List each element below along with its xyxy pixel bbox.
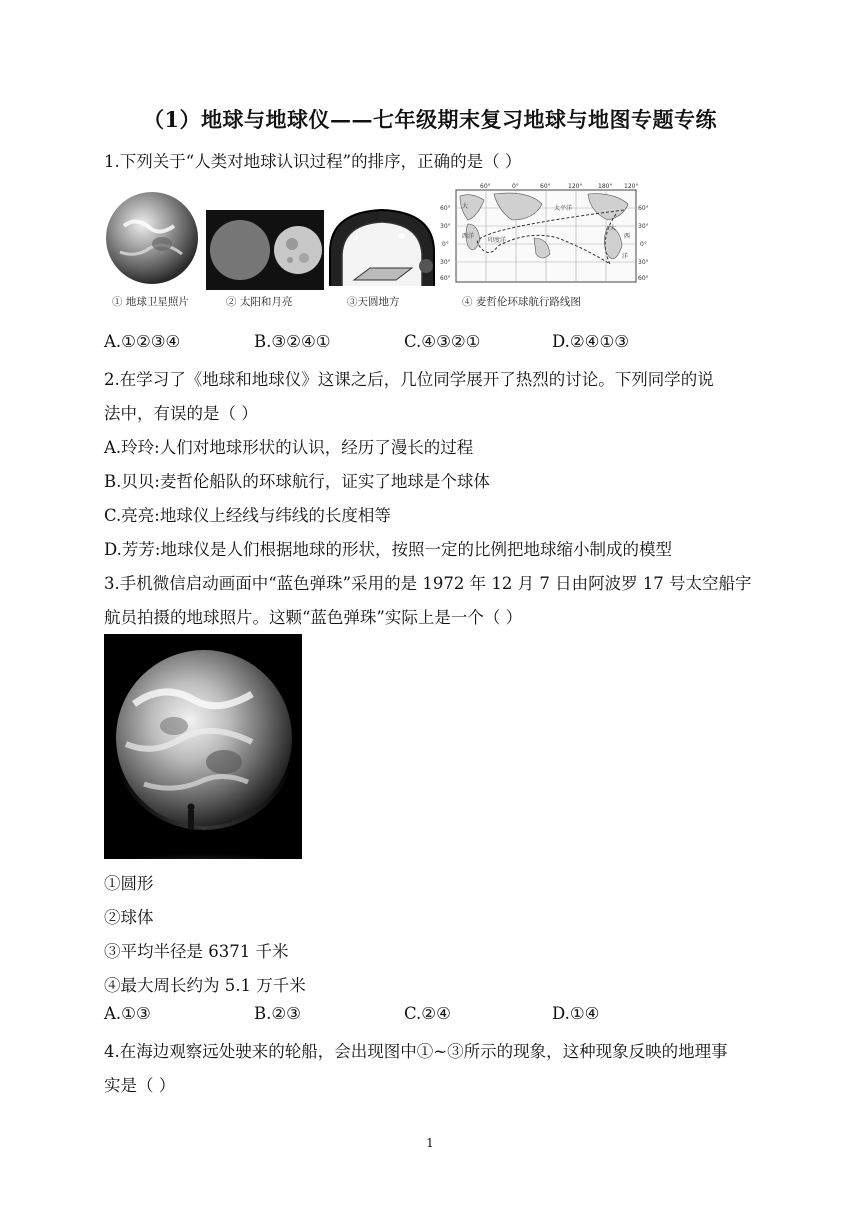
map-lat-label: 60° <box>440 205 451 212</box>
map-lon-label: 0° <box>512 183 519 190</box>
q4-stem-line1: 4.在海边观察远处驶来的轮船，会出现图中①~③所示的现象，这种现象反映的地理事 <box>104 1042 728 1061</box>
q3-option-b: B.②③ <box>254 1004 301 1023</box>
q3-option-d: D.①④ <box>552 1004 600 1023</box>
map-lon-label: 60° <box>540 183 551 190</box>
figure-caption-4: ④ 麦哲伦环球航行路线图 <box>462 296 581 308</box>
q3-item-4: ④最大周长约为 5.1 万千米 <box>104 976 306 995</box>
q2-option-c: C.亮亮:地球仪上经线与纬线的长度相等 <box>104 506 391 525</box>
map-ocean-label: 太平洋 <box>554 205 573 212</box>
map-ocean-label: 大 <box>610 225 617 232</box>
q3-option-c: C.②④ <box>404 1004 451 1023</box>
blue-marble-photo <box>104 634 302 859</box>
q2-option-b: B.贝贝:麦哲伦船队的环球航行，证实了地球是个球体 <box>104 472 490 491</box>
magellan-route-map <box>438 180 652 294</box>
map-lat-label: 60° <box>638 205 649 212</box>
map-ocean-label: 西洋 <box>462 233 475 240</box>
earth-satellite-image <box>104 186 200 290</box>
q3-item-3: ③平均半径是 6371 千米 <box>104 942 289 961</box>
map-lat-label: 30° <box>440 223 451 230</box>
map-lat-label: 60° <box>440 275 451 282</box>
map-ocean-label: 洋 <box>622 253 629 260</box>
map-lat-label: 30° <box>638 223 649 230</box>
q2-stem-line2: 法中，有误的是（ ） <box>104 404 258 423</box>
map-ocean-label: 印度洋 <box>488 237 507 244</box>
q1-figure-strip <box>104 180 652 320</box>
sun-moon-image <box>206 210 324 290</box>
map-lat-label: 30° <box>440 259 451 266</box>
map-ocean-label: 大 <box>462 203 469 210</box>
map-lon-label: 120° <box>568 183 583 190</box>
map-lon-label: 120° <box>624 183 639 190</box>
page-title: （1）地球与地球仪——七年级期末复习地球与地图专题专练 <box>142 107 718 132</box>
figure-caption-2: ② 太阳和月亮 <box>226 296 293 308</box>
q3-item-2: ②球体 <box>104 908 154 927</box>
q3-stem-line2: 航员拍摄的地球照片。这颗“蓝色弹珠”实际上是一个（ ） <box>104 608 523 627</box>
map-lat-label: 0° <box>442 241 449 248</box>
q2-option-d: D.芳芳:地球仪是人们根据地球的形状，按照一定的比例把地球缩小制成的模型 <box>104 540 672 559</box>
q3-item-1: ①圆形 <box>104 874 154 893</box>
figure-caption-1: ① 地球卫星照片 <box>112 296 189 308</box>
q4-stem-line2: 实是（ ） <box>104 1076 176 1095</box>
map-lat-label: 30° <box>638 259 649 266</box>
q1-option-b: B.③②④① <box>254 332 331 351</box>
q2-stem-line1: 2.在学习了《地球和地球仪》这课之后，几位同学展开了热烈的讨论。下列同学的说 <box>104 370 714 389</box>
round-sky-square-earth-image <box>326 206 438 292</box>
figure-caption-3: ③天圆地方 <box>347 296 400 308</box>
q1-stem: 1.下列关于“人类对地球认识过程”的排序，正确的是（ ） <box>104 152 522 171</box>
q2-option-a: A.玲玲:人们对地球形状的认识，经历了漫长的过程 <box>104 438 474 457</box>
map-lat-label: 60° <box>638 275 649 282</box>
q3-stem-line1: 3.手机微信启动画面中“蓝色弹珠”采用的是 1972 年 12 月 7 日由阿波罗 17 号太空船宇 <box>104 574 752 593</box>
q1-option-c: C.④③②① <box>404 332 481 351</box>
map-lat-label: 0° <box>640 241 647 248</box>
q1-option-d: D.②④①③ <box>552 332 630 351</box>
q1-option-a: A.①②③④ <box>104 332 181 351</box>
map-ocean-label: 西 <box>624 233 631 240</box>
map-lon-label: 180° <box>598 183 613 190</box>
map-lon-label: 60° <box>480 183 491 190</box>
page-number: 1 <box>426 1136 434 1150</box>
q3-option-a: A.①③ <box>104 1004 151 1023</box>
